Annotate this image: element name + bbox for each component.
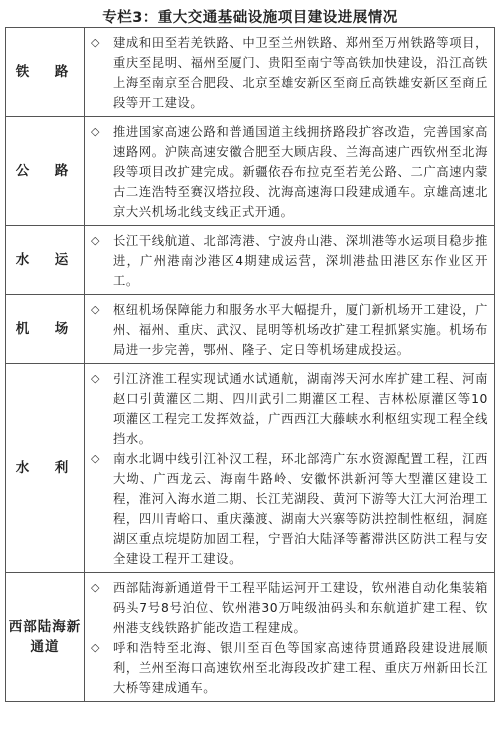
- project-details: [85, 295, 495, 364]
- diamond-outline-icon: ◇: [91, 36, 101, 49]
- item-text: 建成和田至若羌铁路、中卫至兰州铁路、郑州至万州铁路等项目，重庆至昆明、福州至厦门、贵阳至南宁等高铁加快建设，沿江高铁上海至南京至合肥段、北京至雄安新区至商丘高铁雄安新区至商丘段等开工建设。: [113, 36, 488, 110]
- list-item: [91, 122, 488, 222]
- item-text: 引江济淮工程实现试通水试通航，湖南涔天河水库扩建工程、河南赵口引黄灌区二期、四川武引二期灌区工程、吉林松原灌区等10项灌区工程完工发挥效益，广西西江大藤峡水利枢纽实现工程全线挡水。: [113, 372, 488, 446]
- table-row: [6, 117, 495, 226]
- table-row: [6, 295, 495, 364]
- diamond-outline-icon: ◇: [91, 581, 101, 594]
- project-details: [85, 573, 495, 702]
- project-details: [85, 117, 495, 226]
- project-details: [85, 28, 495, 117]
- item-text: 南水北调中线引江补汉工程，环北部湾广东水资源配置工程，江西大坳、广西龙云、海南牛路岭、安徽怀洪新河等大型灌区建设工程，淮河入海水道二期、长江芜湖段、黄河下游等大江大河治理工程，四川青峪口、重庆藻渡、湖南大兴寨等防洪控制性枢纽，洞庭湖区重点垸堤防加固工程，宁晋泊大陆泽等蓄滞洪区防洪工程与安全建设工程开工建设。: [113, 452, 488, 566]
- project-details: [85, 226, 495, 295]
- list-item: [91, 369, 488, 449]
- category-label: 公 路: [6, 117, 85, 226]
- category-label: 铁 路: [6, 28, 85, 117]
- table-row: [6, 28, 495, 117]
- item-text: 呼和浩特至北海、银川至百色等国家高速待贯通路段建设进展顺利，兰州至海口高速钦州至北海段改扩建工程、重庆万州新田长江大桥等建成通车。: [113, 641, 488, 695]
- item-text: 长江干线航道、北部湾港、宁波舟山港、深圳港等水运项目稳步推进，广州港南沙港区4期建成运营，深圳港盐田港区东作业区开工。: [113, 234, 488, 288]
- list-item: [91, 638, 488, 698]
- item-text: 枢纽机场保障能力和服务水平大幅提升，厦门新机场开工建设，广州、福州、重庆、武汉、昆明等机场改扩建工程抓紧实施。机场布局进一步完善，鄂州、隆子、定日等机场建成投运。: [113, 303, 488, 357]
- page-title: 专栏3：重大交通基础设施项目建设进展情况: [102, 10, 398, 26]
- table-row: [6, 573, 495, 702]
- list-item: [91, 300, 488, 360]
- table-row: [6, 226, 495, 295]
- table-row: [6, 364, 495, 573]
- project-details: [85, 364, 495, 573]
- item-text: 西部陆海新通道骨干工程平陆运河开工建设，钦州港自动化集装箱码头7号8号泊位、钦州港30万吨级油码头和东航道扩建工程、钦州港支线铁路扩能改造工程建成。: [113, 581, 488, 635]
- diamond-outline-icon: ◇: [91, 372, 101, 385]
- list-item: [91, 578, 488, 638]
- list-item: [91, 231, 488, 291]
- list-item: [91, 449, 488, 569]
- diamond-outline-icon: ◇: [91, 125, 101, 138]
- diamond-outline-icon: ◇: [91, 452, 101, 465]
- category-label: 水 运: [6, 226, 85, 295]
- diamond-outline-icon: ◇: [91, 234, 101, 247]
- table-body: [6, 28, 495, 702]
- category-label: 水 利: [6, 364, 85, 573]
- diamond-outline-icon: ◇: [91, 641, 101, 654]
- project-table: [5, 27, 495, 702]
- category-label: 西部陆海新通道: [6, 573, 85, 702]
- list-item: [91, 33, 488, 113]
- item-text: 推进国家高速公路和普通国道主线拥挤路段扩容改造，完善国家高速路网。沪陕高速安徽合肥至大顾店段、兰海高速广西钦州至北海段等项目改扩建完成。新疆依吞布拉克至若羌公路、二广高速内蒙古二连浩特至赛汉塔拉段、沈海高速海口段建成通车。京雄高速北京大兴机场北线支线正式开通。: [113, 125, 488, 219]
- diamond-outline-icon: ◇: [91, 303, 101, 316]
- category-label: 机 场: [6, 295, 85, 364]
